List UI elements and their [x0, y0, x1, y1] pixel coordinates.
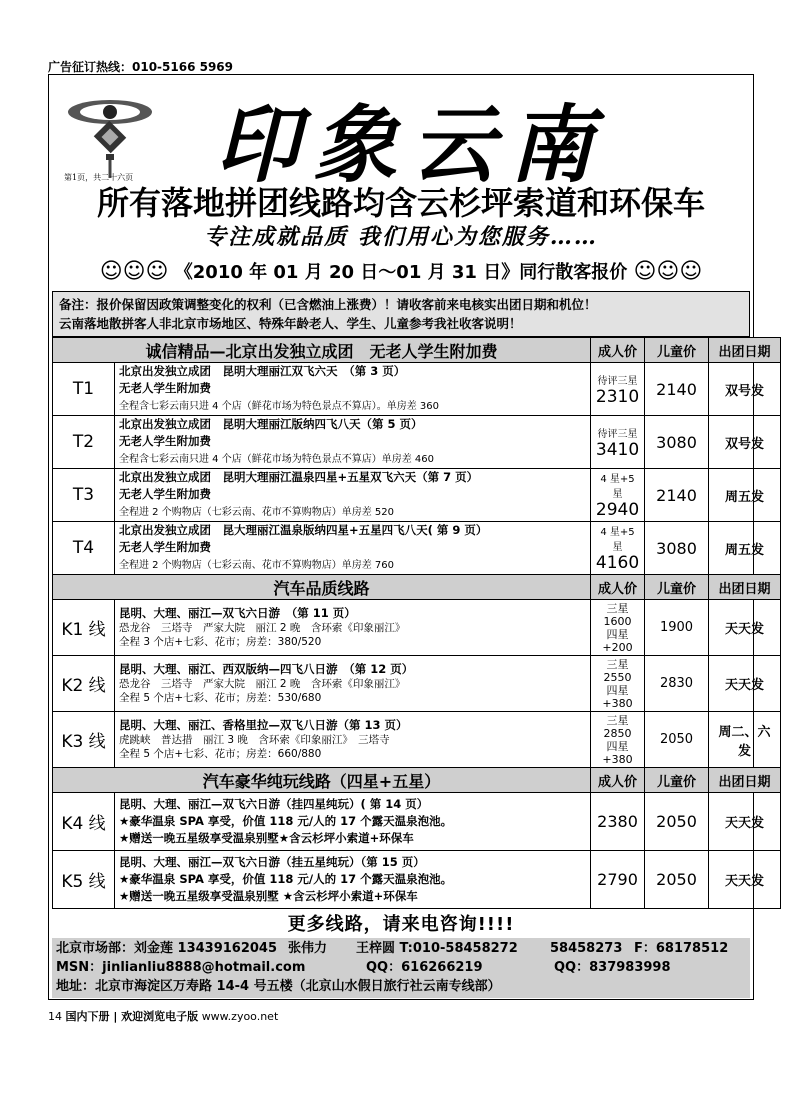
contact-person-2: 张伟力 — [288, 941, 328, 956]
section-header — [53, 768, 781, 793]
price-table — [52, 337, 781, 909]
adult-price: 待评三星 2310 — [591, 363, 645, 416]
qq-contact-1: QQ：616266219 — [366, 960, 483, 975]
table-row — [53, 712, 781, 768]
adult-price: 4 星+5 星 4160 — [591, 522, 645, 575]
adult-price: 2790 — [591, 851, 645, 909]
adult-price: 待评三星 3410 — [591, 416, 645, 469]
tour-description: 北京出发独立成团 昆明大理丽江双飞六天 （第 3 页） 无老人学生附加费 全程含七彩云南只进 4 个店（鲜花市场为特色景点不算店）。单房差 360 — [115, 363, 591, 416]
adult-price: 三星 2850 四星 +380 — [591, 712, 645, 768]
child-price: 2140 — [645, 469, 709, 522]
child-price-header: 儿童价 — [645, 768, 709, 793]
tour-code: K4 线 — [53, 793, 115, 851]
departure-date: 天天发 — [709, 851, 781, 909]
adult-price: 2380 — [591, 793, 645, 851]
section-title: 汽车豪华纯玩线路（四星+五星） — [53, 768, 591, 793]
date-range: 《2010 年 01 月 20 日～01 月 31 日》同行散客报价 — [174, 262, 628, 283]
tour-description: 昆明、大理、丽江、西双版纳—四飞八日游 （第 12 页） 恐龙谷 三塔寺 严家大院 丽江 2 晚 含环索《印象丽江》 全程 5 个店+七彩、花市；房差：530/680 — [115, 656, 591, 712]
table-row — [53, 469, 781, 522]
table-row — [53, 851, 781, 909]
tour-description: 北京出发独立成团 昆大理丽江温泉版纳四星+五星四飞八天( 第 9 页） 无老人学生附加费 全程进 2 个购物店（七彩云南、花市不算购物店）单房差 760 — [115, 522, 591, 575]
tour-description: 昆明、大理、丽江—双飞六日游（挂四星纯玩）( 第 14 页） ★豪华温泉 SPA 享受，价值 118 元/人的 17 个露天温泉泡池。 ★赠送一晚五星级享受温泉别墅★含云杉坪小索道+环保车 — [115, 793, 591, 851]
departure-date: 天天发 — [709, 600, 781, 656]
footer-url[interactable]: www.zyoo.net — [201, 1010, 279, 1023]
notice-line-1: 备注：报价保留因政策调整变化的权利（已含燃油上涨费）！请收客前来电核实出团日期和机位！ — [59, 297, 597, 312]
tour-description: 昆明、大理、丽江、香格里拉—双飞八日游（第 13 页） 虎跳峡 普达措 丽江 3 晚 含环索《印象丽江》 三塔寺 全程 5 个店+七彩、花市；房差：660/880 — [115, 712, 591, 768]
address: 地址：北京市海淀区万寿路 14-4 号五楼（北京山水假日旅行社云南专线部） — [56, 979, 501, 994]
departure-date: 天天发 — [709, 793, 781, 851]
tour-code: T4 — [53, 522, 115, 575]
msn-contact: MSN：jinlianliu8888@hotmail.com — [56, 960, 306, 975]
chinese-knot-logo-icon — [60, 90, 160, 182]
child-price: 2140 — [645, 363, 709, 416]
smiley-right-icon: ☺☺☺ — [633, 259, 703, 284]
departure-date: 双号发 — [709, 416, 781, 469]
departure-date: 周五发 — [709, 522, 781, 575]
adult-price-header: 成人价 — [591, 338, 645, 363]
tour-code: K3 线 — [53, 712, 115, 768]
section-header — [53, 575, 781, 600]
notice-box — [52, 291, 750, 337]
section-title: 诚信精品—北京出发独立成团 无老人学生附加费 — [53, 338, 591, 363]
qq-contact-2: QQ：837983998 — [554, 960, 671, 975]
page-info: 第1页，共二十六页 — [64, 173, 134, 182]
child-price: 3080 — [645, 522, 709, 575]
tour-code: K1 线 — [53, 600, 115, 656]
departure-header: 出团日期 — [709, 338, 781, 363]
tour-description: 昆明、大理、丽江—双飞六日游（挂五星纯玩）（第 15 页） ★豪华温泉 SPA 享受，价值 118 元/人的 17 个露天温泉泡池。 ★赠送一晚五星级享受温泉别墅 ★含云杉坪小索道+环保车 — [115, 851, 591, 909]
tour-description: 昆明、大理、丽江—双飞六日游 （第 11 页） 恐龙谷 三塔寺 严家大院 丽江 2 晚 含环索《印象丽江》 全程 3 个店+七彩、花市；房差：380/520 — [115, 600, 591, 656]
adult-price: 三星 2550 四星 +380 — [591, 656, 645, 712]
departure-date: 周五发 — [709, 469, 781, 522]
adult-price-header: 成人价 — [591, 768, 645, 793]
headline: 所有落地拼团线路均含云杉坪索道和环保车 — [96, 184, 705, 222]
section-header — [53, 338, 781, 363]
date-line — [48, 258, 754, 284]
departure-date: 天天发 — [709, 656, 781, 712]
tour-code: K2 线 — [53, 656, 115, 712]
brand-title: 印象云南 — [215, 95, 608, 194]
table-row — [53, 522, 781, 575]
contact-person-3: 王梓圆 T:010-58458272 — [356, 941, 518, 956]
tour-description: 北京出发独立成团 昆明大理丽江版纳四飞八天（第 5 页） 无老人学生附加费 全程含七彩云南只进 4 个店（鲜花市场为特色景点不算店）单房差 460 — [115, 416, 591, 469]
departure-header: 出团日期 — [709, 575, 781, 600]
adult-price-header: 成人价 — [591, 575, 645, 600]
tour-description: 北京出发独立成团 昆明大理丽江温泉四星+五星双飞六天（第 7 页） 无老人学生附加费 全程进 2 个购物店（七彩云南、花市不算购物店）单房差 520 — [115, 469, 591, 522]
market-contact: 北京市场部：刘金莲 13439162045 — [56, 941, 278, 956]
adult-price: 4 星+5 星 2940 — [591, 469, 645, 522]
notice-line-2: 云南落地散拼客人非北京市场地区、特殊年龄老人、学生、儿童参考我社收客说明！ — [59, 316, 522, 331]
contact-row-1 — [56, 939, 746, 958]
contact-row-2 — [56, 958, 746, 977]
contact-box — [52, 938, 750, 998]
slogan: 专注成就品质 我们用心为您服务…… — [204, 224, 598, 250]
departure-header: 出团日期 — [709, 768, 781, 793]
ad-hotline: 广告征订热线：010-5166 5969 — [48, 60, 234, 74]
page-footer — [48, 1008, 278, 1024]
table-row — [53, 416, 781, 469]
child-price-header: 儿童价 — [645, 575, 709, 600]
child-price: 1900 — [645, 600, 709, 656]
table-row — [53, 656, 781, 712]
footer-section: 国内下册 | 欢迎浏览电子版 — [65, 1010, 199, 1023]
smiley-left-icon: ☺☺☺ — [99, 259, 169, 284]
page-number: 14 — [48, 1010, 62, 1023]
child-price-header: 儿童价 — [645, 338, 709, 363]
departure-date: 双号发 — [709, 363, 781, 416]
child-price: 2050 — [645, 712, 709, 768]
tour-code: T3 — [53, 469, 115, 522]
more-routes-banner: 更多线路，请来电咨询!!!! — [287, 914, 515, 935]
contact-fax: F：68178512 — [634, 941, 729, 956]
child-price: 2830 — [645, 656, 709, 712]
adult-price: 三星 1600 四星 +200 — [591, 600, 645, 656]
contact-tel-2: 58458273 — [550, 941, 623, 956]
child-price: 3080 — [645, 416, 709, 469]
child-price: 2050 — [645, 793, 709, 851]
table-row — [53, 793, 781, 851]
tour-code: K5 线 — [53, 851, 115, 909]
contact-row-3 — [56, 977, 746, 996]
child-price: 2050 — [645, 851, 709, 909]
tour-code: T1 — [53, 363, 115, 416]
table-row — [53, 600, 781, 656]
section-title: 汽车品质线路 — [53, 575, 591, 600]
table-row — [53, 363, 781, 416]
departure-date: 周二、六发 — [709, 712, 781, 768]
tour-code: T2 — [53, 416, 115, 469]
